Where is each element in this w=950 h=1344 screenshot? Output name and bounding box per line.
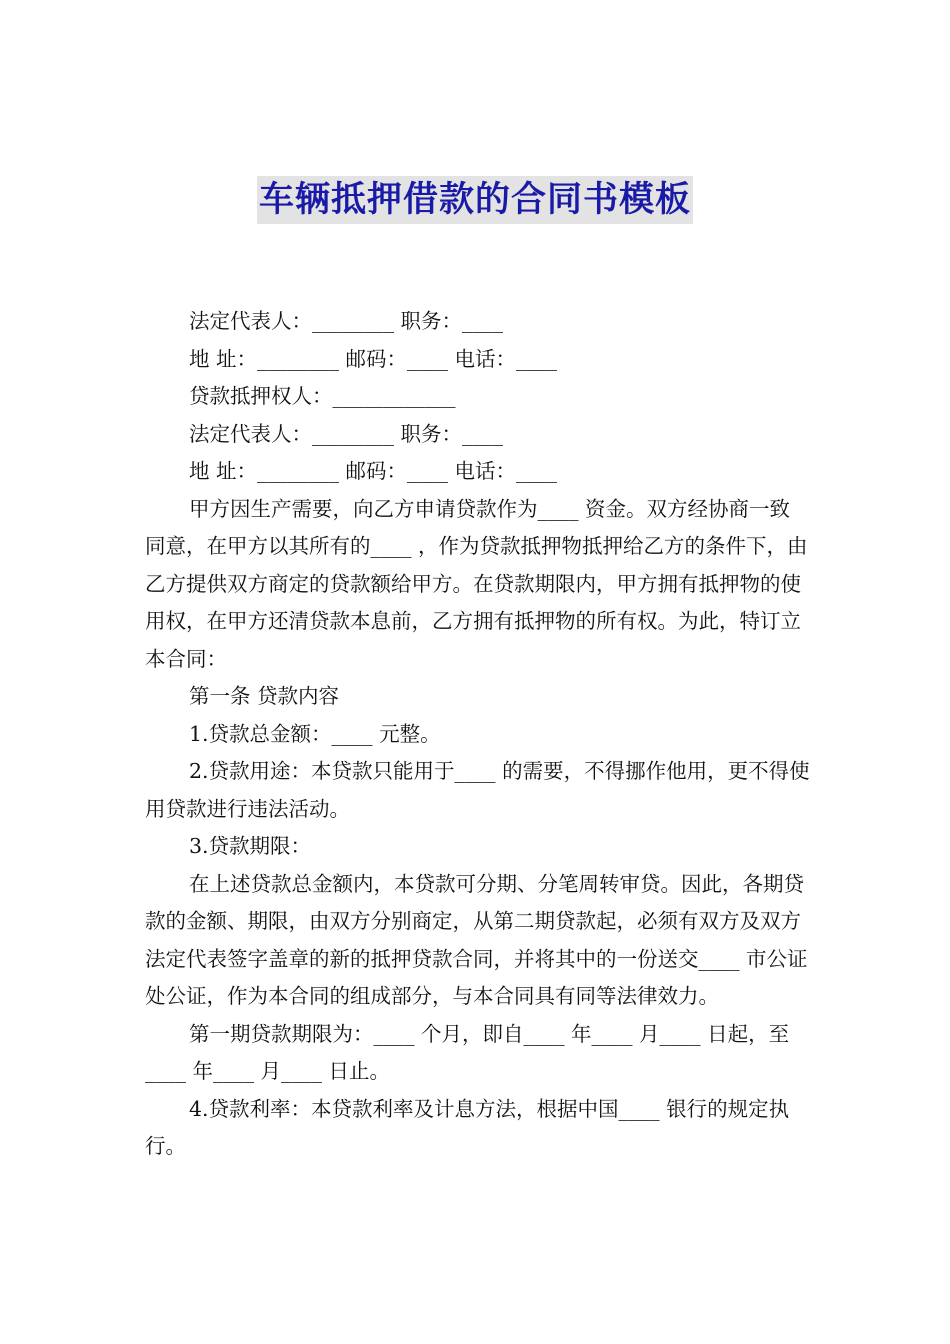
paragraph: 法定代表人：________ 职务：____ — [189, 309, 504, 333]
paragraph: 第一条 贷款内容 — [189, 684, 340, 708]
paragraph: 1.贷款总金额：____ 元整。 — [189, 721, 441, 746]
paragraph: 贷款抵押权人：____________ — [189, 384, 456, 408]
document-body — [145, 303, 810, 1166]
paragraph: 4.贷款利率：本贷款利率及计息方法，根据中国____ 银行的规定执行。 — [145, 1096, 790, 1158]
paragraph: 地 址：________ 邮码：____ 电话：____ — [189, 459, 558, 483]
paragraph: 法定代表人：________ 职务：____ — [189, 421, 504, 446]
paragraph: 在上述贷款总金额内，本贷款可分期、分笔周转审贷。因此，各期贷款的金额、期限，由双方分别商定，从第二期贷款起，必须有双方及双方法定代表签字盖章的新的抵押贷款合同，并将其中的一份送交____ 市公证处公证，作为本合同的组成部分，与本合同具有同等法律效力。 — [145, 871, 808, 1008]
paragraph: 3.贷款期限： — [189, 834, 312, 858]
paragraph: 2.贷款用途：本贷款只能用于____ 的需要，不得挪作他用，更不得使用贷款进行违法活动。 — [145, 759, 810, 821]
document-title: 车辆抵押借款的合同书模板 — [257, 176, 693, 224]
paragraph: 地 址：________ 邮码：____ 电话：____ — [189, 346, 558, 371]
paragraph: 第一期贷款期限为：____ 个月，即自____ 年____ 月____ 日起，至____ 年____ 月____ 日止。 — [145, 1021, 790, 1083]
paragraph: 甲方因生产需要，向乙方申请贷款作为____ 资金。双方经协商一致同意，在甲方以其所有的____ ，作为贷款抵押物抵押给乙方的条件下，由乙方提供双方商定的贷款额给甲方。在贷款期限内，甲方拥有抵押物的使用权，在甲方还清贷款本息前，乙方拥有抵押物的所有权。为此，特订立本合同： — [145, 496, 808, 671]
title-container — [0, 176, 950, 224]
